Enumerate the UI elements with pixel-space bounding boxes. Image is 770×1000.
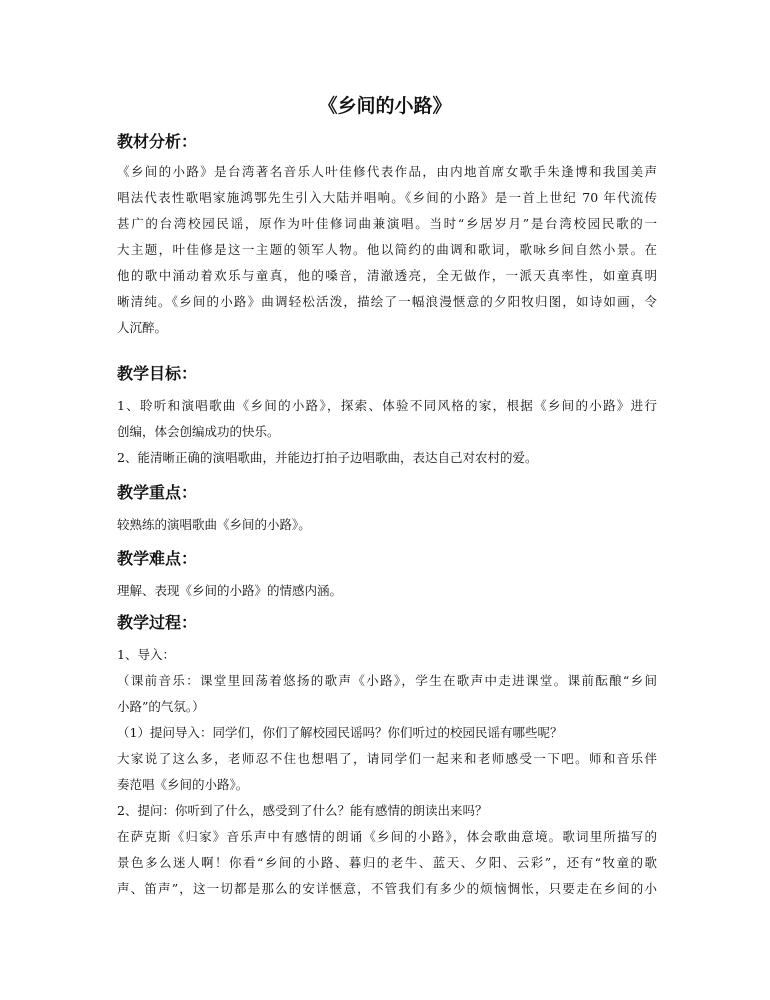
analysis-line: 大主题，叶佳修是这一主题的领军人物。他以简约的曲调和歌词，歌咏乡间自然小景。在 [117,242,657,257]
analysis-line: 人沉醉。 [117,320,168,335]
difficulties-line: 理解、表现《乡间的小路》的情感内涵。 [117,583,343,598]
analysis-line: 晰清纯。《乡间的小路》曲调轻松活泼，描绘了一幅浪漫惬意的夕阳牧归图，如诗如画，令 [117,294,657,309]
goals-heading: 教学目标： [117,364,198,383]
key-points-line: 较熟练的演唱歌曲《乡间的小路》。 [117,517,311,532]
analysis-heading: 教材分析： [117,132,198,151]
process-line: 小路”的气氛。） [117,699,205,714]
process-line: 声、笛声”，这一切都是那么的安详惬意，不管我们有多少的烦恼惆怅，只要走在乡间的小 [117,881,657,896]
process-paragraph [117,642,657,902]
key-points-paragraph [117,512,657,538]
goals-line: 1、聆听和演唱歌曲《乡间的小路》，探索、体验不同风格的家，根据《乡间的小路》进行 [117,398,657,413]
analysis-line: 他的歌中涌动着欢乐与童真，他的嗓音，清澈透亮，全无做作，一派天真率性，如童真明 [117,268,657,283]
process-line: 景色多么迷人啊！你看“乡间的小路、暮归的老牛、蓝天、夕阳、云彩”，还有“牧童的歌 [117,855,657,870]
analysis-line: 唱法代表性歌唱家施鸿鄂先生引入大陆并唱响。《乡间的小路》是一首上世纪 70 年代流传 [117,190,657,205]
process-heading: 教学过程： [117,613,198,632]
goals-line: 2、能清晰正确的演唱歌曲，并能边打拍子边唱歌曲，表达自己对农村的爱。 [117,450,538,465]
analysis-line: 《乡间的小路》是台湾著名音乐人叶佳修代表作品，由内地首席女歌手朱逢博和我国美声 [117,164,657,179]
process-line: 大家说了这么多，老师忍不住也想唱了，请同学们一起来和老师感受一下吧。师和音乐伴 [117,751,657,766]
process-line: 1、导入： [117,647,175,662]
analysis-line: 甚广的台湾校园民谣，原作为叶佳修词曲兼演唱。当时“乡居岁月”是台湾校园民歌的一 [117,216,657,231]
process-line: 2、提问：你听到了什么，感受到了什么？能有感情的朗读出来吗？ [117,803,488,818]
process-line: （1）提问导入：同学们，你们了解校园民谣吗？你们听过的校园民谣有哪些呢？ [117,725,563,740]
difficulties-heading: 教学难点： [117,549,198,568]
goals-line: 创编，体会创编成功的快乐。 [117,424,280,439]
process-line: （课前音乐：课堂里回荡着悠扬的歌声《小路》，学生在歌声中走进课堂。课前酝酿“乡间 [117,673,657,688]
process-line: 奏范唱《乡间的小路》。 [117,777,249,792]
difficulties-paragraph [117,578,657,604]
goals-paragraph [117,393,657,471]
process-line: 在萨克斯《归家》音乐声中有感情的朗诵《乡间的小路》，体会歌曲意境。歌词里所描写的 [117,829,657,844]
analysis-paragraph [117,159,657,341]
page-title: 《乡间的小路》 [318,95,452,117]
key-points-heading: 教学重点： [117,483,198,502]
